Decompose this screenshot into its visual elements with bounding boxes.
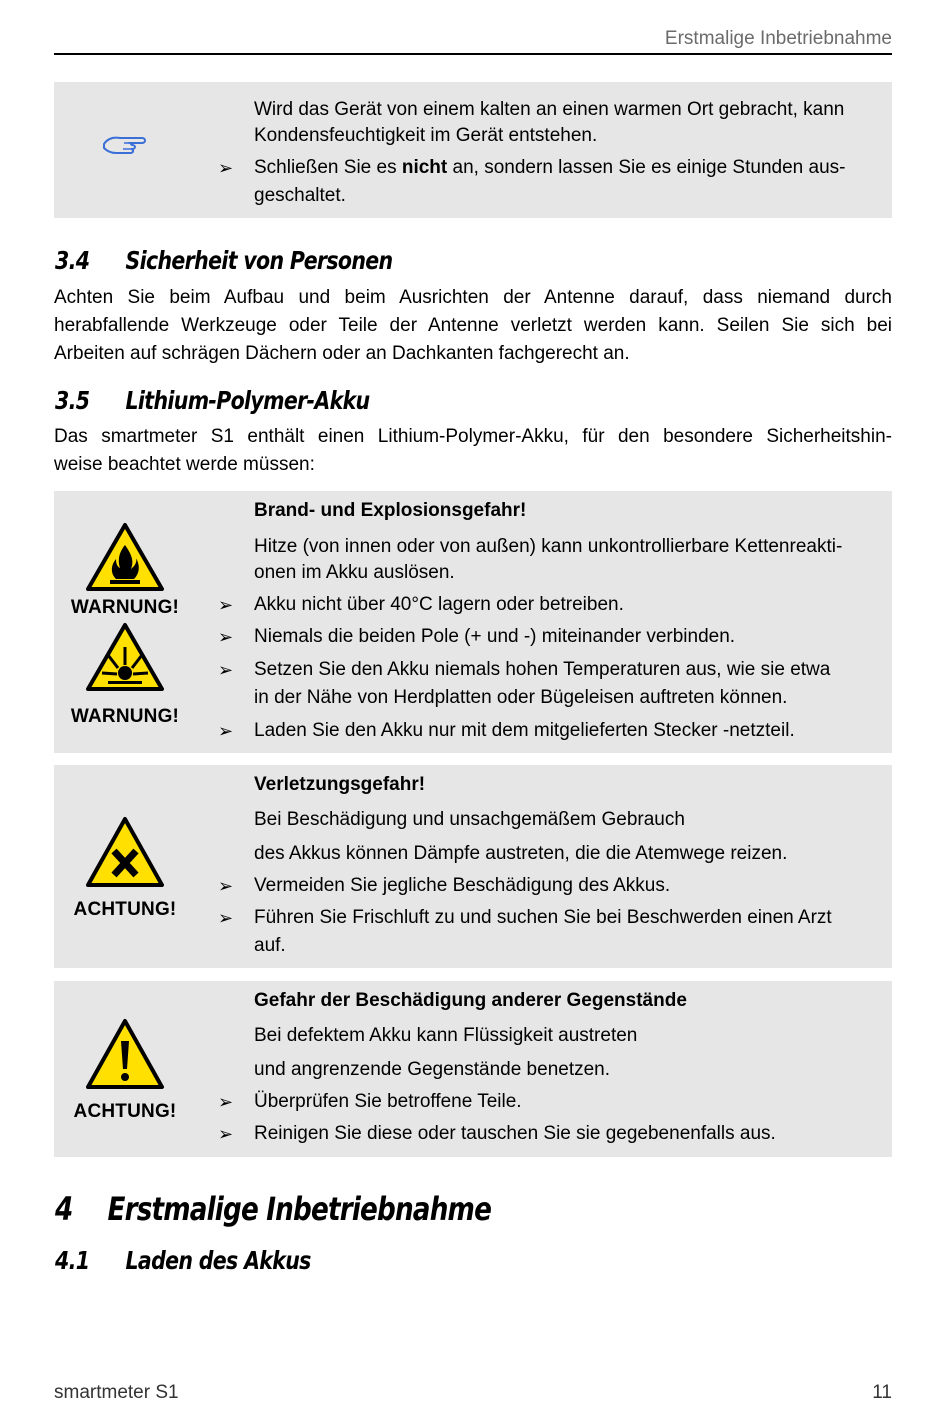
damage-box-title: Gefahr der Beschädigung anderer Gegenstände bbox=[254, 990, 687, 1011]
note-bullet-continuation: geschaltet. bbox=[254, 185, 346, 206]
section-heading-3-4: 3.4 Sicherheit von Personen bbox=[55, 246, 393, 275]
fire-box-text-line1: Hitze (von innen oder von außen) kann unkontrollierbare Kettenreakti- bbox=[254, 536, 843, 557]
caution-label: ACHTUNG! bbox=[73, 1101, 177, 1122]
fire-box-bullet-3-line1: Setzen Sie den Akku niemals hohen Temperaturen aus, wie sie etwa bbox=[254, 659, 831, 680]
bullet-arrow: ➢ bbox=[218, 158, 234, 178]
injury-box-title: Verletzungsgefahr! bbox=[254, 774, 426, 795]
section-3-4-paragraph: Achten Sie beim Aufbau und beim Ausrichten der Antenne darauf, dass niemand durch herabfallende Werkzeuge oder Teile der Antenne verletzt werden kann. Seilen Sie sich bei Arbeiten auf schrägen Dächern oder an Dachkanten fachgerecht an. bbox=[54, 287, 892, 364]
bullet-arrow: ➢ bbox=[218, 1124, 234, 1144]
section-3-5-paragraph: Das smartmeter S1 enthält einen Lithium-Polymer-Akku, für den besondere Sicherheitshin- weise beachtet werde müssen: bbox=[54, 426, 892, 475]
bullet-arrow: ➢ bbox=[218, 908, 234, 928]
note-text-line2: Kondensfeuchtigkeit im Gerät entstehen. bbox=[254, 125, 598, 146]
bullet-arrow: ➢ bbox=[218, 627, 234, 647]
section-heading-4-1: 4.1 Laden des Akkus bbox=[55, 1246, 311, 1275]
section-heading-3-5: 3.5 Lithium-Polymer-Akku bbox=[55, 386, 370, 415]
note-bullet-text: Schließen Sie es nicht an, sondern lassen Sie es einige Stunden aus- bbox=[254, 157, 846, 178]
harmful-irritant-icon bbox=[84, 815, 166, 889]
pointing-hand-icon bbox=[54, 132, 196, 163]
footer-product: smartmeter S1 bbox=[54, 1382, 179, 1403]
injury-box-text-line2: des Akkus können Dämpfe austreten, die die Atemwege reizen. bbox=[254, 843, 788, 864]
injury-warning-box bbox=[54, 765, 892, 968]
bullet-arrow: ➢ bbox=[218, 660, 234, 680]
warning-label-2: WARNUNG! bbox=[70, 706, 180, 727]
injury-box-bullet-2-line2: auf. bbox=[254, 935, 286, 956]
flammable-warning-icon bbox=[84, 521, 166, 593]
header-rule bbox=[54, 53, 892, 55]
fire-box-bullet-3-line2: in der Nähe von Herdplatten oder Bügeleisen auftreten können. bbox=[254, 687, 788, 708]
injury-box-bullet-2-line1: Führen Sie Frischluft zu und suchen Sie bei Beschwerden einen Arzt bbox=[254, 907, 832, 928]
fire-box-bullet-2: Niemals die beiden Pole (+ und -) miteinander verbinden. bbox=[254, 626, 736, 647]
warning-label-1: WARNUNG! bbox=[70, 597, 180, 618]
bullet-arrow: ➢ bbox=[218, 595, 234, 615]
bullet-arrow: ➢ bbox=[218, 876, 234, 896]
damage-box-bullet-1: Überprüfen Sie betroffene Teile. bbox=[254, 1091, 522, 1112]
bullet-arrow: ➢ bbox=[218, 1092, 234, 1112]
bullet-arrow: ➢ bbox=[218, 721, 234, 741]
chapter-heading-4: 4 Erstmalige Inbetriebnahme bbox=[55, 1190, 492, 1228]
injury-box-bullet-1: Vermeiden Sie jegliche Beschädigung des Akkus. bbox=[254, 875, 671, 896]
damage-box-bullet-2: Reinigen Sie diese oder tauschen Sie sie gegebenenfalls aus. bbox=[254, 1123, 776, 1144]
fire-box-bullet-4: Laden Sie den Akku nur mit dem mitgelieferten Stecker -netzteil. bbox=[254, 720, 795, 741]
damage-warning-box bbox=[54, 981, 892, 1157]
damage-box-text-line1: Bei defektem Akku kann Flüssigkeit austreten bbox=[254, 1025, 638, 1046]
note-text-line1: Wird das Gerät von einem kalten an einen warmen Ort gebracht, kann bbox=[254, 99, 845, 120]
fire-box-bullet-1: Akku nicht über 40°C lagern oder betreiben. bbox=[254, 594, 624, 615]
exclamation-warning-icon bbox=[84, 1017, 166, 1091]
caution-label: ACHTUNG! bbox=[73, 899, 177, 920]
injury-box-text-line1: Bei Beschädigung und unsachgemäßem Gebrauch bbox=[254, 809, 685, 830]
note-box bbox=[54, 82, 892, 218]
fire-box-text-line2: onen im Akku auslösen. bbox=[254, 562, 455, 583]
explosive-warning-icon bbox=[84, 621, 166, 693]
damage-box-text-line2: und angrenzende Gegenstände benetzen. bbox=[254, 1059, 611, 1080]
running-header: Erstmalige Inbetriebnahme bbox=[664, 28, 892, 49]
fire-warning-box bbox=[54, 491, 892, 753]
page-number: 11 bbox=[872, 1382, 892, 1403]
fire-box-title: Brand- und Explosionsgefahr! bbox=[254, 500, 527, 521]
